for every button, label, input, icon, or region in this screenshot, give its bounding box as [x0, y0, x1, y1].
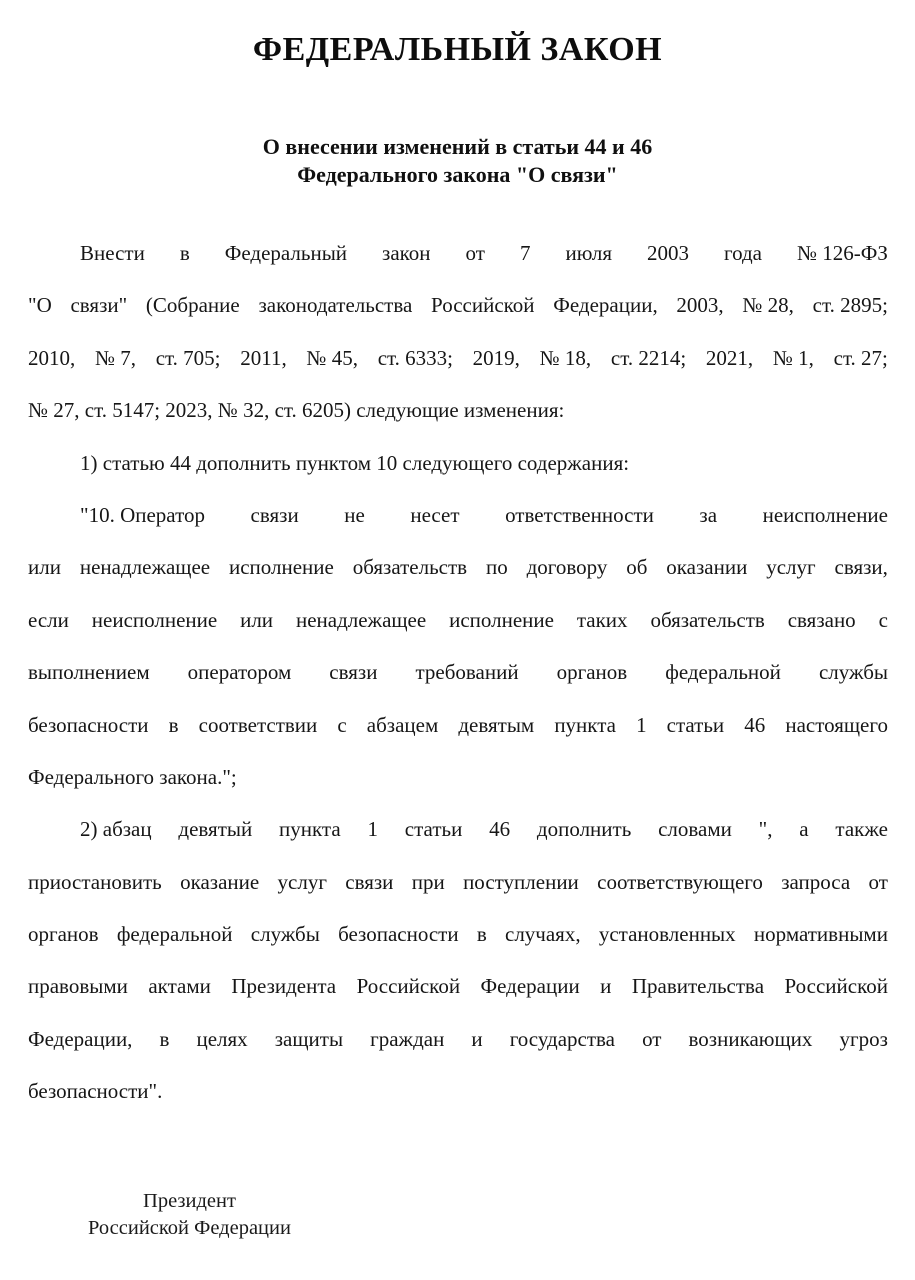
paragraph: [28, 489, 888, 803]
subtitle-line-1: О внесении изменений в статьи 44 и 46: [262, 134, 653, 159]
subtitle-line-2: Федерального закона "О связи": [297, 162, 618, 187]
body-line: безопасности в соответствии с абзацем девятым пункта 1 статьи 46 настоящего: [28, 712, 888, 737]
paragraph: [28, 803, 888, 1117]
body-line: Внести в Федеральный закон от 7 июля 2003 года № 126-ФЗ: [80, 241, 888, 265]
body-line: Федерального закона.";: [28, 764, 237, 789]
signature-block: [88, 1188, 291, 1242]
body-line: правовыми актами Президента Российской Федерации и Правительства Российской: [28, 974, 888, 999]
paragraph: [28, 227, 888, 437]
body-line: приостановить оказание услуг связи при поступлении соответствующего запроса от: [28, 869, 888, 894]
body-line: выполнением оператором связи требований органов федеральной службы: [28, 660, 888, 685]
document-subtitle: [0, 133, 915, 189]
body-line: Федерации, в целях защиты граждан и государства от возникающих угроз: [28, 1026, 888, 1051]
body-line: или ненадлежащее исполнение обязательств по договору об оказании услуг связи,: [28, 555, 888, 580]
body-line: 2010, № 7, ст. 705; 2011, № 45, ст. 6333; 2019, № 18, ст. 2214; 2021, № 1, ст. 27;: [28, 345, 888, 370]
signature-role-line-1: Президент: [143, 1189, 236, 1212]
body-line: "10. Оператор связи не несет ответственности за неисполнение: [80, 502, 888, 527]
document-body: [28, 227, 888, 1118]
body-line: 2) абзац девятый пункта 1 статьи 46 дополнить словами ", а также: [80, 817, 888, 842]
signature-role-line-2: Российской Федерации: [88, 1216, 291, 1239]
document-title: ФЕДЕРАЛЬНЫЙ ЗАКОН: [252, 31, 663, 68]
body-line: 1) статью 44 дополнить пунктом 10 следующего содержания:: [80, 450, 630, 475]
body-line: безопасности".: [28, 1079, 163, 1104]
body-line: органов федеральной службы безопасности в случаях, установленных нормативными: [28, 922, 888, 947]
body-line: если неисполнение или ненадлежащее исполнение таких обязательств связано с: [28, 607, 888, 632]
body-line: № 27, ст. 5147; 2023, № 32, ст. 6205) следующие изменения:: [28, 398, 565, 423]
paragraph: [28, 437, 888, 489]
body-line: "О связи" (Собрание законодательства Российской Федерации, 2003, № 28, ст. 2895;: [28, 293, 888, 318]
